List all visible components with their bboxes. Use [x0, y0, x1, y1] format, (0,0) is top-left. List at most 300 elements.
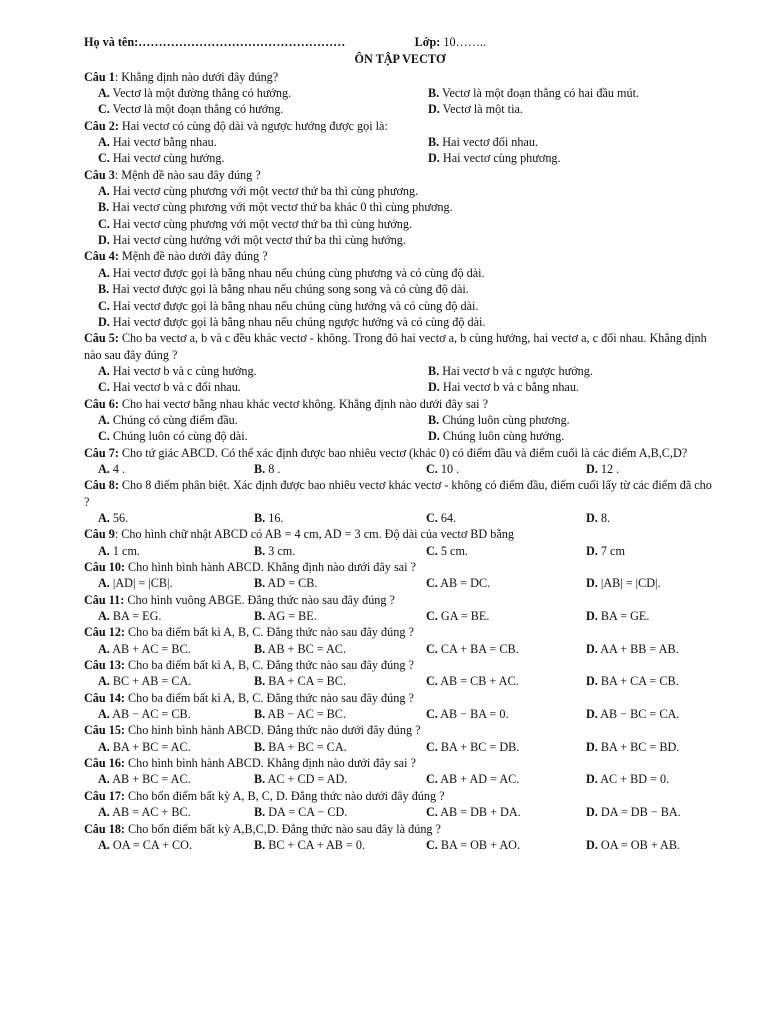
class-label: Lớp: [414, 35, 441, 49]
answer-option [426, 510, 586, 526]
option-text: 7 cm [597, 543, 625, 558]
option-letter: B. [98, 282, 110, 297]
option-text: AB + AC = BC. [109, 641, 191, 656]
question-2 [84, 118, 716, 167]
question-9 [84, 526, 716, 559]
option-letter: D. [428, 102, 440, 117]
option-letter: A. [98, 641, 110, 656]
option-letter: C. [98, 429, 110, 444]
option-letter: A. [98, 707, 110, 722]
option-letter: B. [428, 86, 440, 101]
answer-option [98, 706, 254, 722]
answer-option [98, 183, 716, 199]
option-text: AB = CB + AC. [437, 674, 519, 689]
option-letter: B. [254, 707, 266, 722]
option-text: Hai vectơ đối nhau. [439, 135, 539, 150]
option-letter: D. [586, 510, 598, 525]
question-stem [84, 690, 716, 706]
options-group [84, 739, 716, 755]
question-number: Câu 13: [84, 658, 125, 673]
question-15 [84, 722, 716, 755]
answer-option [98, 314, 716, 330]
option-letter: A. [98, 135, 110, 150]
name-dots: …………………………………………… [138, 35, 346, 49]
question-number: Câu 9 [84, 527, 115, 542]
answer-option [98, 412, 428, 428]
answer-option [426, 804, 586, 820]
answer-option [586, 641, 716, 657]
option-text: Vectơ là một tia. [439, 102, 523, 117]
answer-option [586, 608, 716, 624]
question-text: Cho ba vectơ a, b và c đều khác vectơ - không. Trong đó hai vectơ a, b cùng hướng, hai vectơ a, c đối nhau. Khẳng định nào sau đây đúng ? [84, 331, 707, 362]
answer-option [428, 412, 716, 428]
options-group [84, 543, 716, 559]
option-text: Hai vectơ được gọi là bằng nhau nếu chúng ngược hướng và có cùng độ dài. [109, 314, 486, 329]
answer-option [428, 150, 716, 166]
option-text: BA = GE. [597, 609, 650, 624]
answer-option [586, 673, 716, 689]
answer-option [98, 804, 254, 820]
option-letter: D. [586, 772, 598, 787]
answer-option [254, 771, 426, 787]
options-group [84, 183, 716, 248]
answer-option [98, 379, 428, 395]
option-text: 8 . [265, 461, 281, 476]
question-text: Cho bốn điểm bất kỳ A, B, C, D. Đẳng thức nào dưới đây đúng ? [124, 788, 445, 803]
question-11 [84, 592, 716, 625]
option-text: BA + CA = CB. [597, 674, 679, 689]
option-letter: D. [98, 314, 110, 329]
option-text: |AB| = |CD|. [597, 576, 661, 591]
option-text: Hai vectơ b và c ngược hướng. [439, 363, 593, 378]
options-group [84, 412, 716, 445]
question-text: : Cho hình chữ nhật ABCD có AB = 4 cm, AD = 3 cm. Độ dài của vectơ BD bằng [114, 527, 514, 542]
option-text: Hai vectơ được gọi là bằng nhau nếu chúng cùng hướng và có cùng độ dài. [109, 298, 479, 313]
option-text: 56. [109, 510, 129, 525]
option-letter: D. [428, 429, 440, 444]
option-text: 3 cm. [265, 543, 296, 558]
question-number: Câu 11: [84, 592, 125, 607]
answer-option [98, 739, 254, 755]
question-text: Cho hai vectơ bằng nhau khác vectơ không. Khẳng định nào dưới đây sai ? [118, 396, 489, 411]
option-text: Hai vectơ b và c cùng hướng. [109, 363, 257, 378]
question-stem [84, 248, 716, 264]
answer-option [98, 461, 254, 477]
answer-option [98, 837, 254, 853]
question-number: Câu 17: [84, 788, 125, 803]
question-10 [84, 559, 716, 592]
question-stem [84, 821, 716, 837]
answer-option [254, 510, 426, 526]
option-text: OA = OB + AB. [597, 837, 681, 852]
answer-option [254, 641, 426, 657]
question-stem [84, 755, 716, 771]
option-letter: D. [586, 461, 598, 476]
question-text: Cho hình bình hành ABCD. Đẳng thức nào dưới đây đúng ? [124, 723, 421, 738]
question-stem [84, 559, 716, 575]
question-text: Cho ba điểm bất kì A, B, C. Đẳng thức nào sau đây đúng ? [124, 625, 414, 640]
options-group [84, 510, 716, 526]
option-letter: D. [586, 576, 598, 591]
answer-option [98, 543, 254, 559]
answer-option [98, 608, 254, 624]
option-text: AB − AC = BC. [265, 707, 346, 722]
question-1 [84, 69, 716, 118]
option-letter: A. [98, 86, 110, 101]
option-letter: D. [586, 674, 598, 689]
option-text: AB − BC = CA. [597, 707, 680, 722]
option-text: BC + CA + AB = 0. [265, 837, 366, 852]
answer-option [586, 461, 716, 477]
question-6 [84, 396, 716, 445]
options-group [84, 85, 716, 118]
option-text: BA + BC = DB. [437, 739, 520, 754]
answer-option [426, 461, 586, 477]
option-text: Hai vectơ cùng hướng. [109, 151, 225, 166]
question-text: : Mệnh đề nào sau đây đúng ? [114, 167, 261, 182]
answer-option [586, 739, 716, 755]
question-stem [84, 396, 716, 412]
option-text: BA + BC = CA. [265, 739, 347, 754]
answer-option [254, 575, 426, 591]
option-letter: C. [426, 576, 438, 591]
option-letter: B. [254, 739, 266, 754]
option-text: Hai vectơ cùng phương với một vectơ thứ ba thì cùng hướng. [109, 216, 413, 231]
question-number: Câu 5: [84, 331, 119, 346]
option-letter: B. [254, 772, 266, 787]
question-number: Câu 2: [84, 118, 119, 133]
option-letter: B. [254, 674, 266, 689]
answer-option [254, 461, 426, 477]
option-letter: A. [98, 412, 110, 427]
option-text: 4 . [109, 461, 126, 476]
option-letter: C. [426, 543, 438, 558]
option-text: Hai vectơ được gọi là bằng nhau nếu chúng song song và có cùng độ dài. [109, 282, 469, 297]
option-text: BA = EG. [109, 609, 162, 624]
question-stem [84, 788, 716, 804]
option-text: AG = BE. [265, 609, 317, 624]
option-text: Hai vectơ cùng phương. [439, 151, 561, 166]
option-text: AB − AC = CB. [109, 707, 191, 722]
option-letter: C. [98, 380, 110, 395]
answer-option [254, 739, 426, 755]
option-letter: A. [98, 461, 110, 476]
answer-option [586, 575, 716, 591]
question-number: Câu 16: [84, 756, 125, 771]
question-16 [84, 755, 716, 788]
question-text: Cho ba điểm bất kì A, B, C. Đẳng thức nào sau đây đúng ? [124, 690, 414, 705]
option-letter: C. [426, 837, 438, 852]
option-letter: C. [98, 102, 110, 117]
answer-option [426, 837, 586, 853]
question-stem [84, 69, 716, 85]
option-letter: D. [98, 233, 110, 248]
option-letter: A. [98, 805, 110, 820]
option-letter: C. [426, 609, 438, 624]
answer-option [428, 101, 716, 117]
options-group [84, 575, 716, 591]
answer-option [586, 837, 716, 853]
question-stem [84, 167, 716, 183]
answer-option [98, 101, 428, 117]
option-text: DA = CA − CD. [265, 805, 348, 820]
name-line [84, 34, 345, 50]
answer-option [98, 641, 254, 657]
option-letter: A. [98, 609, 110, 624]
answer-option [98, 199, 716, 215]
option-letter: C. [426, 707, 438, 722]
answer-option [254, 837, 426, 853]
class-line [415, 34, 486, 50]
question-number: Câu 3 [84, 167, 115, 182]
option-letter: B. [428, 412, 440, 427]
question-stem [84, 657, 716, 673]
question-number: Câu 14: [84, 690, 125, 705]
option-text: AB = DB + DA. [437, 805, 521, 820]
options-group [84, 837, 716, 853]
answer-option [254, 706, 426, 722]
question-number: Câu 8: [84, 478, 119, 493]
option-text: BA + BC = AC. [109, 739, 191, 754]
option-letter: B. [254, 461, 266, 476]
answer-option [254, 608, 426, 624]
option-text: Vectơ là một đoạn thẳng có hai đầu mút. [439, 86, 640, 101]
options-group [84, 771, 716, 787]
option-letter: D. [586, 739, 598, 754]
question-14 [84, 690, 716, 723]
question-number: Câu 7: [84, 445, 119, 460]
options-group [84, 641, 716, 657]
option-letter: A. [98, 837, 110, 852]
question-number: Câu 15: [84, 723, 125, 738]
answer-option [98, 575, 254, 591]
options-group [84, 363, 716, 396]
answer-option [586, 706, 716, 722]
answer-option [586, 510, 716, 526]
question-text: : Khẳng định nào dưới đây đúng? [114, 69, 279, 84]
answer-option [98, 298, 716, 314]
option-text: BA + BC = BD. [597, 739, 680, 754]
question-stem [84, 592, 716, 608]
option-letter: B. [428, 363, 440, 378]
option-text: AA + BB = AB. [597, 641, 679, 656]
option-letter: D. [586, 837, 598, 852]
question-18 [84, 821, 716, 854]
question-stem [84, 118, 716, 134]
option-letter: C. [426, 461, 438, 476]
options-group [84, 608, 716, 624]
question-17 [84, 788, 716, 821]
options-group [84, 134, 716, 167]
option-text: 8. [597, 510, 611, 525]
student-header [84, 34, 716, 50]
options-group [84, 461, 716, 477]
answer-option [426, 706, 586, 722]
option-letter: D. [586, 543, 598, 558]
option-text: Hai vectơ cùng phương với một vectơ thứ ba thì cùng phương. [109, 184, 419, 199]
answer-option [586, 771, 716, 787]
question-text: Cho hình bình hành ABCD. Khẳng định nào dưới đây sai ? [124, 560, 416, 574]
question-text: Cho ba điểm bất kì A, B, C. Đẳng thức nào sau đây đúng ? [124, 658, 414, 673]
option-text: BC + AB = CA. [109, 674, 192, 689]
answer-option [98, 428, 428, 444]
question-text: Mệnh đề nào dưới đây đúng ? [118, 249, 268, 264]
option-text: AB = AC + BC. [109, 805, 191, 820]
question-list [84, 69, 716, 854]
option-letter: A. [98, 576, 110, 591]
answer-option [254, 673, 426, 689]
option-letter: D. [428, 151, 440, 166]
question-8 [84, 477, 716, 526]
option-letter: C. [426, 641, 438, 656]
option-letter: C. [426, 674, 438, 689]
answer-option [98, 265, 716, 281]
option-text: Hai vectơ được gọi là bằng nhau nếu chúng cùng phương và có cùng độ dài. [109, 265, 485, 280]
option-text: DA = DB − BA. [597, 805, 681, 820]
answer-option [428, 379, 716, 395]
answer-option [254, 804, 426, 820]
question-number: Câu 6: [84, 396, 119, 411]
option-letter: B. [254, 641, 266, 656]
option-text: AB + BC = AC. [109, 772, 191, 787]
option-letter: B. [428, 135, 440, 150]
option-text: Hai vectơ bằng nhau. [109, 135, 217, 150]
question-12 [84, 624, 716, 657]
option-text: AC + BD = 0. [597, 772, 670, 787]
option-letter: A. [98, 265, 110, 280]
option-letter: C. [98, 151, 110, 166]
option-text: AD = CB. [265, 576, 318, 591]
option-text: OA = CA + CO. [109, 837, 193, 852]
option-letter: D. [586, 805, 598, 820]
question-number: Câu 1 [84, 69, 115, 84]
answer-option [426, 608, 586, 624]
answer-option [428, 363, 716, 379]
answer-option [428, 85, 716, 101]
option-text: Chúng có cùng điểm đầu. [109, 412, 238, 427]
option-letter: B. [98, 200, 110, 215]
question-text: Cho hình vuông ABGE. Đẳng thức nào sau đây đúng ? [124, 592, 395, 607]
option-text: 12 . [597, 461, 620, 476]
question-stem [84, 330, 716, 363]
answer-option [98, 85, 428, 101]
answer-option [426, 673, 586, 689]
option-text: GA = BE. [437, 609, 490, 624]
question-number: Câu 12: [84, 625, 125, 640]
option-letter: A. [98, 543, 110, 558]
question-stem [84, 722, 716, 738]
answer-option [254, 543, 426, 559]
option-text: Chúng luôn cùng phương. [439, 412, 570, 427]
option-text: AB = DC. [437, 576, 491, 591]
answer-option [428, 428, 716, 444]
question-4 [84, 248, 716, 330]
answer-option [98, 363, 428, 379]
option-letter: B. [254, 805, 266, 820]
answer-option [426, 739, 586, 755]
option-text: 1 cm. [109, 543, 140, 558]
answer-option [426, 543, 586, 559]
option-text: 64. [437, 510, 457, 525]
option-text: BA + CA = BC. [265, 674, 346, 689]
question-stem [84, 477, 716, 510]
question-7 [84, 445, 716, 478]
page-title: ÔN TẬP VECTƠ [354, 52, 446, 67]
option-letter: A. [98, 510, 110, 525]
option-letter: B. [254, 837, 266, 852]
option-letter: D. [586, 707, 598, 722]
options-group [84, 804, 716, 820]
option-text: 5 cm. [437, 543, 468, 558]
option-text: Hai vectơ cùng hướng với một vectơ thứ ba thì cùng hướng. [109, 233, 406, 248]
option-text: AC + CD = AD. [265, 772, 348, 787]
option-text: 16. [265, 510, 284, 525]
answer-option [426, 641, 586, 657]
option-letter: C. [98, 216, 110, 231]
option-letter: A. [98, 674, 110, 689]
option-letter: B. [254, 576, 266, 591]
question-number: Câu 18: [84, 821, 125, 836]
option-letter: C. [426, 805, 438, 820]
option-text: 10 . [437, 461, 460, 476]
option-text: AB − BA = 0. [437, 707, 509, 722]
name-label: Họ và tên: [84, 35, 139, 49]
answer-option [426, 771, 586, 787]
option-letter: D. [428, 380, 440, 395]
question-text: Hai vectơ có cùng độ dài và ngược hướng được gọi là: [118, 118, 388, 133]
answer-option [98, 771, 254, 787]
answer-option [98, 510, 254, 526]
question-3 [84, 167, 716, 249]
options-group [84, 706, 716, 722]
class-value: 10…….. [443, 35, 486, 49]
option-text: Chúng luôn có cùng độ dài. [109, 429, 248, 444]
question-text: Cho tứ giác ABCD. Có thể xác định được bao nhiêu vectơ (khác 0) có điểm đầu và điểm cuối là các điểm A,B,C,D? [118, 445, 688, 460]
option-text: Vectơ là một đường thẳng có hướng. [109, 86, 292, 101]
option-letter: C. [426, 739, 438, 754]
option-letter: C. [98, 298, 110, 313]
answer-option [98, 134, 428, 150]
option-text: AB + BC = AC. [265, 641, 346, 656]
answer-option [586, 804, 716, 820]
question-5 [84, 330, 716, 395]
option-letter: A. [98, 772, 110, 787]
options-group [84, 673, 716, 689]
answer-option [428, 134, 716, 150]
question-number: Câu 10: [84, 560, 125, 574]
option-text: Hai vectơ b và c đối nhau. [109, 380, 241, 395]
question-stem [84, 526, 716, 542]
option-letter: D. [586, 609, 598, 624]
answer-option [98, 150, 428, 166]
option-letter: B. [254, 609, 266, 624]
answer-option [98, 232, 716, 248]
option-text: Vectơ là một đoạn thẳng có hướng. [109, 102, 284, 117]
question-text: Cho bốn điểm bất kỳ A,B,C,D. Đẳng thức nào sau đây là đúng ? [124, 821, 441, 836]
question-text: Cho 8 điểm phân biệt. Xác định được bao nhiêu vectơ khác vectơ - không có điểm đầu, điểm cuối lấy từ các điểm đã cho ? [84, 478, 712, 509]
answer-option [426, 575, 586, 591]
question-number: Câu 4: [84, 249, 119, 264]
question-text: Cho hình bình hành ABCD. Khẳng định nào dưới đây sai ? [124, 756, 416, 771]
option-letter: B. [254, 543, 266, 558]
option-text: AB + AD = AC. [437, 772, 520, 787]
option-text: BA = OB + AO. [437, 837, 521, 852]
option-letter: A. [98, 184, 110, 199]
option-text: |AD| = |CB|. [109, 576, 173, 591]
option-letter: C. [426, 772, 438, 787]
question-stem [84, 445, 716, 461]
question-stem [84, 624, 716, 640]
